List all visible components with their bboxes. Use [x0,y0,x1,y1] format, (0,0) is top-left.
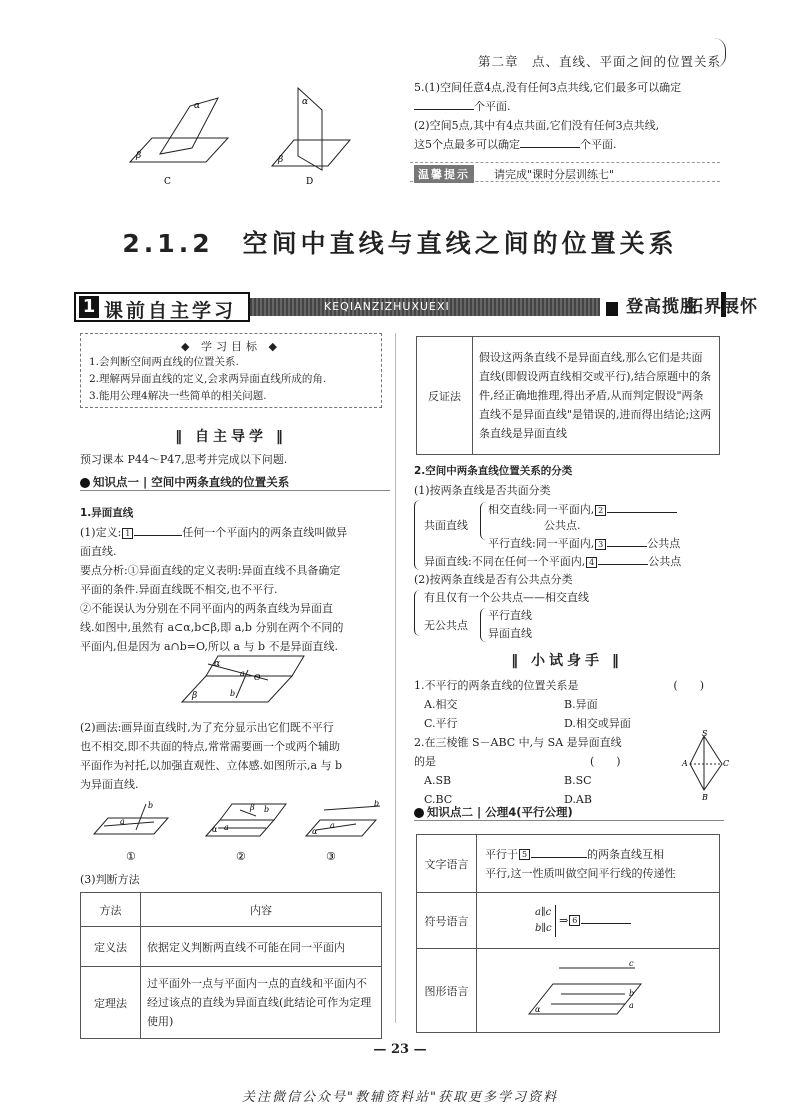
goal-item: 1.会判断空间两直线的位置关系. [89,356,239,368]
figure-c [130,98,228,187]
implies-icon: ⇒ [559,913,569,927]
banner-square-icon [606,302,618,316]
q5-line4: 这5个点最多可以确定 个平面. [414,138,617,151]
skew-p3: ②不能误认为分别在不同平面内的两条直线为异面直 [80,602,333,615]
coplanar-classification [414,500,724,572]
classify-a-head: (1)按两条直线是否共面分类 [414,484,551,497]
learning-goals [80,333,382,408]
banner-subtitle-1: 登高揽胜 [626,297,698,317]
judge-method-heading: (3)判断方法 [80,873,140,886]
draw-line1: (2)画法:画异面直线时,为了充分显示出它们既不平行 [80,721,334,734]
symbol-line-2: b∥c [535,922,552,934]
fig-d-beta: β [278,155,284,165]
fig-c-beta: β [136,151,142,161]
chapter-header: 第二章 点、直线、平面之间的位置关系 [478,54,722,69]
footer-note: 关注微信公众号"教辅资料站"获取更多学习资料 [242,1090,558,1105]
q2-option: C.BC [424,793,453,806]
svg-text:α: α [212,825,218,834]
svg-text:O: O [254,673,261,682]
q1-answer-paren: ( ) [673,679,704,692]
parallel-lines-figure [525,954,645,1024]
fig-d-label: D [306,177,314,187]
contra-content: 假设这两条直线不是异面直线,那么它们是共面直线(即假设两直线相交或平行),结合原题中的条件,经正确地推理,得出矛盾,从而判定假设"两条直线不是异面直线"是错误的,进而得出结论;这两条直线是异面直线 [473,337,720,455]
outer-brace [414,500,418,570]
blank-box-2: 2 [595,505,606,516]
fig-d-alpha: α [302,97,309,107]
table-row [81,967,382,1039]
svg-text:c: c [629,959,634,968]
try-question-1 [414,676,724,733]
q5-line1: 5.(1)空间任意4点,没有任何3点共线,它们最多可以确定 [414,81,682,94]
symbol-line-1: a∥c [535,906,552,918]
table-header-content: 内容 [141,893,382,927]
kp1-bullet-icon [80,478,90,488]
tip-box [410,162,720,182]
svg-text:a: a [120,817,125,826]
blank-box-3: 3 [595,539,606,550]
draw-line4: 为异面直线. [80,778,139,791]
svg-text:β: β [192,691,198,701]
skew-drawings [90,800,390,868]
svg-text:b: b [230,689,236,698]
axiom-text-content: 平行于 5 的两条直线互相 平行,这一性质叫做空间平行线的传递性 [477,835,720,893]
classification-section [414,462,724,500]
q2-option: D.AB [564,793,592,806]
classify-row-2: 平行直线:同一平面内, 3 公共点 [488,537,681,550]
b-outer-brace [414,590,420,636]
fig-label-3: ③ [326,850,336,863]
tip-label: 温馨提示 [414,165,474,183]
fig-c-label: C [164,177,171,187]
svg-text:α: α [214,659,221,669]
blank-box-1: 1 [122,528,133,539]
svg-text:A: A [682,759,688,768]
svg-text:α: α [312,827,318,836]
table-row [417,893,720,949]
judge-method-table [80,892,382,1039]
table-row [417,337,720,455]
kp2-bullet-icon [414,808,424,818]
banner-main [74,292,250,322]
axiom-figure-content [477,949,720,1033]
banner-title: 课前自主学习 [104,300,237,322]
knowledge-point-2: 知识点二 | 公理4(平行公理) [414,804,724,821]
knowledge-point-1: 知识点一 | 空间中两条直线的位置关系 [80,474,390,491]
table-header-method: 方法 [81,893,141,927]
axiom-symbol-content [477,893,720,949]
classify-b1: 有且仅有一个公共点——相交直线 [424,591,589,604]
axiom-figure-label: 图形语言 [417,949,477,1033]
draw-line2: 也不相交,即不共面的特点,常常需要画一个或两个辅助 [80,740,340,753]
classify-row-1b: 公共点. [544,519,581,532]
tetrahedron-figure [680,728,730,802]
blank-box-6: 6 [569,915,580,926]
coplanar-label: 共面直线 [424,519,468,532]
q1-option: A.相交 [424,698,458,711]
header-bracket [714,38,726,68]
q1-option: C.平行 [424,717,458,730]
svg-text:b: b [629,989,635,998]
skew-p4: 线.如图中,虽然有 a⊂α,b⊂β,即 a,b 分别在两个不同的 [80,621,344,634]
skew-heading: 1.异面直线 [80,507,134,519]
intersecting-planes-figure [178,652,308,712]
svg-text:C: C [723,759,730,768]
axiom-text-label: 文字语言 [417,835,477,893]
goals-heading: ◆ 学习目标 ◆ [181,340,281,353]
section-title: 2.1.2 空间中直线与直线之间的位置关系 [122,229,678,258]
inner-brace [480,502,486,540]
kp1-label: 知识点一 [93,475,139,489]
column-divider [395,333,396,1023]
classify-b-skew: 异面直线 [488,627,532,640]
classify-b-head: (2)按两条直线是否有公共点分类 [414,573,573,586]
q1-option: D.相交或异面 [564,717,631,730]
goal-item: 2.理解两异面直线的定义,会求两异面直线所成的角. [89,373,327,385]
svg-text:α: α [535,1005,541,1014]
table-row [417,949,720,1033]
svg-text:b: b [264,805,270,814]
q2-answer-paren: ( ) [590,755,621,768]
page-number: — 23 — [373,1042,427,1057]
svg-text:β: β [250,803,255,812]
table-row [417,835,720,893]
contradiction-table [416,336,720,455]
fig-label-1: ① [126,850,136,863]
blank-box-5: 5 [519,849,530,860]
q2-option: A.SB [424,774,452,787]
banner-english: KEQIANZIZHUXUEXI [324,300,450,313]
table-row [81,927,382,967]
figure-d [272,88,350,187]
table-cell-content: 依据定义判断两直线不可能在同一平面内 [141,927,382,967]
skew-drawing-2 [206,803,286,863]
svg-text:b: b [374,800,380,808]
table-cell-method: 定理法 [81,967,141,1039]
skew-p2: 平面的条件.异面直线既不相交,也不平行. [80,583,278,596]
question-5 [414,78,734,154]
svg-text:a: a [629,1001,634,1010]
goals-list [89,354,326,405]
classify-heading: 2.空间中两条直线位置关系的分类 [414,465,573,477]
contra-method: 反证法 [417,337,473,455]
svg-text:S: S [702,729,708,738]
b-inner-brace [480,608,486,642]
svg-text:a: a [224,823,229,832]
section-banner [74,292,758,324]
try-heading: ‖ 小试身手 ‖ [511,653,623,669]
q2-text-1: 2.在三棱锥 S－ABC 中,与 SA 是异面直线 [414,736,622,749]
fig-label-2: ② [236,850,246,863]
skew-definition: (1)定义: 1 任何一个平面内的两条直线叫做异 [80,526,348,539]
skew-p1: 要点分析:①异面直线的定义表明:异面直线不具备确定 [80,564,341,577]
q2-option: B.SC [564,774,592,787]
try-question-2 [414,733,664,809]
banner-number: 1 [79,296,99,318]
blank-box-4: 4 [586,557,597,568]
q5-line2: 个平面. [414,97,734,116]
skew-drawing-1 [94,801,168,863]
svg-text:b: b [148,801,154,810]
svg-text:B: B [702,793,708,802]
skew-def-line2: 面直线. [80,545,117,558]
banner-subtitle-2: 拓界展怀 [686,292,726,317]
q1-option: B.异面 [564,698,598,711]
classify-b-none: 无公共点 [424,619,468,632]
goal-item: 3.能用公理4解决一些简单的相关问题. [89,390,267,402]
q1-text: 1.不平行的两条直线的位置关系是 [414,679,579,692]
skew-p5: 平面内,但是因为 a∩b=O,所以 a 与 b 不是异面直线. [80,640,338,653]
tip-text: 请完成"课时分层训练七" [494,168,615,181]
self-guide-heading: ‖ 自主导学 ‖ [175,429,287,445]
q5-line3: (2)空间5点,其中有4点共面,它们没有任何3点共线, [414,119,660,132]
table-row [81,893,382,927]
kp2-label: 知识点二 [427,805,473,819]
svg-text:a: a [330,821,335,830]
axiom-symbol-label: 符号语言 [417,893,477,949]
kp2-title: 公理4(平行公理) [485,805,573,819]
classify-b-parallel: 平行直线 [488,609,532,622]
classify-row-3: 异面直线:不同在任何一个平面内, 4 公共点 [424,555,682,568]
drawing-method [80,718,392,794]
table-cell-method: 定义法 [81,927,141,967]
fig-c-alpha: α [194,101,201,111]
kp1-title: 空间中两条直线的位置关系 [151,475,290,489]
self-guide-intro: 预习课本 P44～P47,思考并完成以下问题. [80,453,288,466]
common-point-classification [414,570,724,642]
q2-text-2: 的是 [414,755,436,768]
table-cell-content: 过平面外一点与平面内一点的直线和平面内不经过该点的直线为异面直线(此结论可作为定理使用) [141,967,382,1039]
svg-text:a: a [240,669,245,678]
figures-cd [118,80,358,190]
skew-lines-section [80,504,392,656]
skew-drawing-3 [306,800,380,863]
draw-line3: 平面作为衬托,以加强直观性、立体感.如图所示,a 与 b [80,759,343,772]
classify-row-1: 相交直线:同一平面内, 2 [488,500,677,519]
axiom-table [416,834,720,1033]
